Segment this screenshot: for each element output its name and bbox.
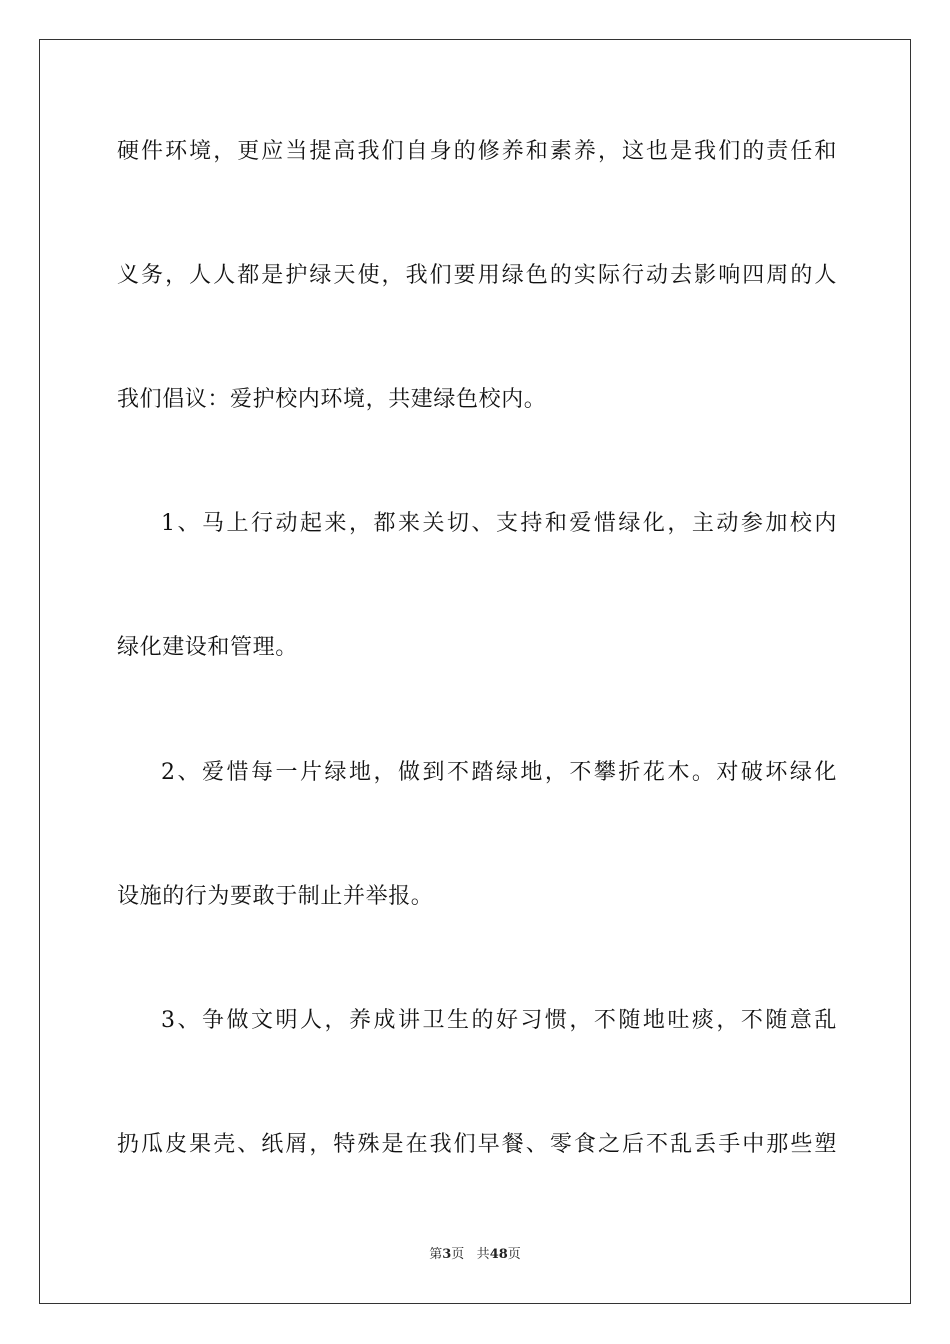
page-frame xyxy=(39,39,911,1304)
footer-page-suffix: 页 xyxy=(451,1247,465,1262)
body-line-3: 我们倡议：爱护校内环境，共建绿色校内。 xyxy=(117,387,547,412)
footer-page-prefix: 第 xyxy=(429,1247,443,1262)
body-line-7: 设施的行为要敢于制止并举报。 xyxy=(117,884,434,909)
footer-page-number: 3 xyxy=(442,1247,452,1262)
body-line-9: 扔瓜皮果壳、纸屑，特殊是在我们早餐、零食之后不乱丢手中那些塑 xyxy=(117,1132,837,1157)
page-footer xyxy=(0,1246,950,1264)
body-line-4: 1、马上行动起来，都来关切、支持和爱惜绿化，主动参加校内 xyxy=(161,511,837,536)
footer-total-pages: 48 xyxy=(489,1247,508,1262)
body-line-5: 绿化建设和管理。 xyxy=(117,635,298,660)
body-line-1: 硬件环境，更应当提高我们自身的修养和素养，这也是我们的责任和 xyxy=(117,139,837,164)
body-line-8: 3、争做文明人，养成讲卫生的好习惯，不随地吐痰，不随意乱 xyxy=(161,1008,837,1033)
body-line-6: 2、爱惜每一片绿地，做到不踏绿地，不攀折花木。对破坏绿化 xyxy=(161,760,837,785)
body-line-2: 义务，人人都是护绿天使，我们要用绿色的实际行动去影响四周的人 xyxy=(117,263,837,288)
footer-total-prefix: 共 xyxy=(476,1247,490,1262)
footer-total-suffix: 页 xyxy=(507,1247,521,1262)
